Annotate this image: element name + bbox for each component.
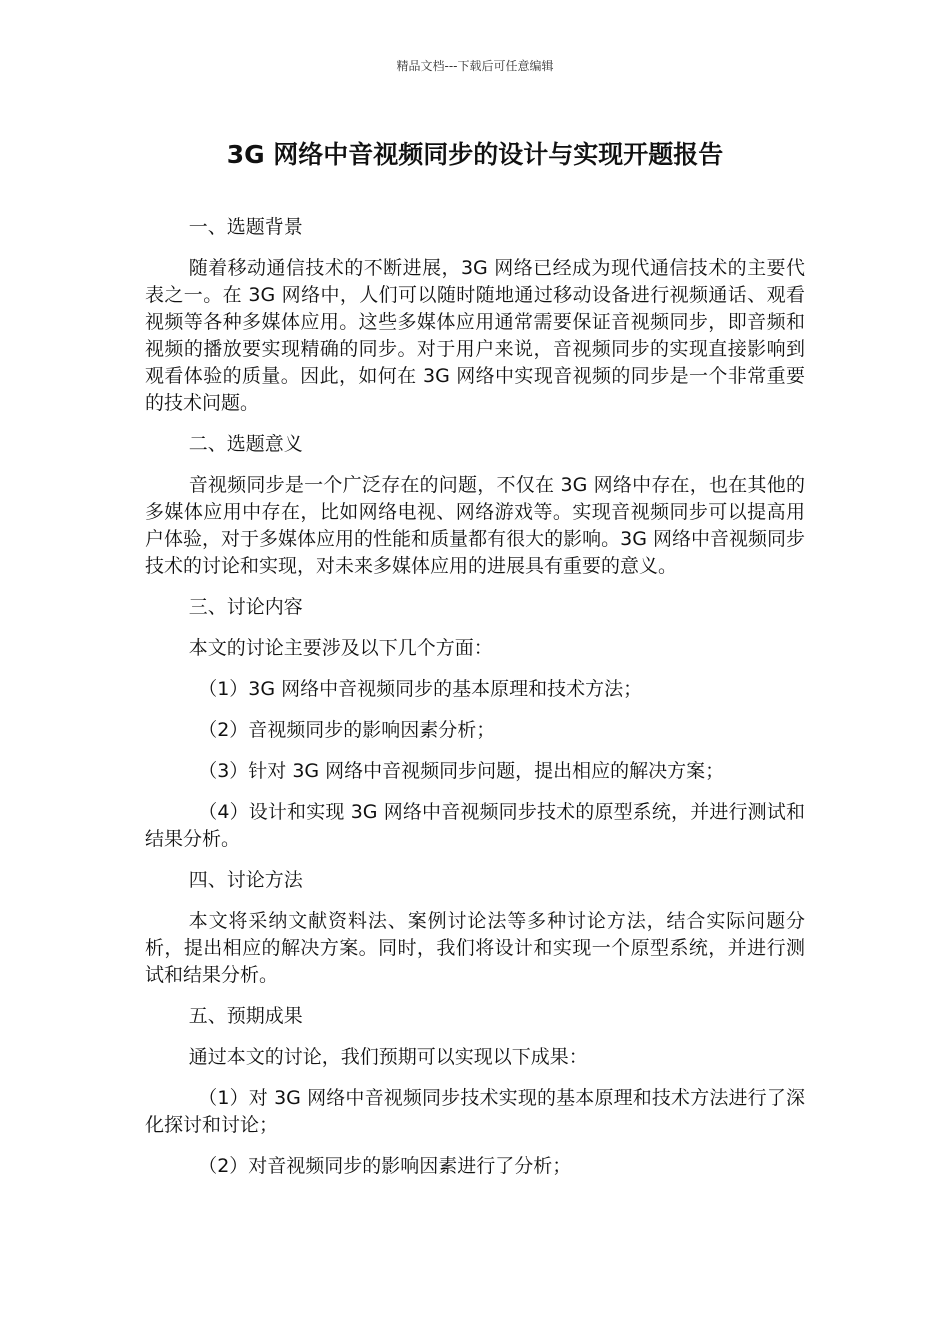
content-intro: 本文的讨论主要涉及以下几个方面： xyxy=(188,637,493,659)
results-item-2: （2）对音视频同步的影响因素进行了分析； xyxy=(198,1155,572,1177)
paragraph-significance: 音视频同步是一个广泛存在的问题，不仅在 3G 网络中存在，也在其他的多媒体应用中存在，比如网络电视、网络游戏等。实现音视频同步可以提高用户体验，对于多媒体应用的性能和质量都有很大的影响。3G 网络中音视频同步技术的讨论和实现，对未来多媒体应用的进展具有重要的意义。 xyxy=(145,474,805,577)
section-heading-background: 一、选题背景 xyxy=(188,216,303,238)
document-title: 3G 网络中音视频同步的设计与实现开题报告 xyxy=(226,140,724,169)
paragraph-background: 随着移动通信技术的不断进展，3G 网络已经成为现代通信技术的主要代表之一。在 3G 网络中，人们可以随时随地通过移动设备进行视频通话、观看视频等各种多媒体应用。这些多媒体应用通常需要保证音视频同步，即音频和视频的播放要实现精确的同步。对于用户来说，音视频同步的实现直接影响到观看体验的质量。因此，如何在 3G 网络中实现音视频的同步是一个非常重要的技术问题。 xyxy=(145,257,805,414)
content-item-4: （4）设计和实现 3G 网络中音视频同步技术的原型系统，并进行测试和结果分析。 xyxy=(145,801,805,850)
paragraph-method: 本文将采纳文献资料法、案例讨论法等多种讨论方法，结合实际问题分析，提出相应的解决方案。同时，我们将设计和实现一个原型系统，并进行测试和结果分析。 xyxy=(145,910,805,986)
section-heading-results: 五、预期成果 xyxy=(188,1005,303,1027)
section-heading-content: 三、讨论内容 xyxy=(188,596,303,618)
content-item-1: （1）3G 网络中音视频同步的基本原理和技术方法； xyxy=(198,678,643,700)
results-item-1: （1）对 3G 网络中音视频同步技术实现的基本原理和技术方法进行了深化探讨和讨论； xyxy=(145,1087,805,1136)
content-item-3: （3）针对 3G 网络中音视频同步问题，提出相应的解决方案； xyxy=(198,760,725,782)
section-heading-method: 四、讨论方法 xyxy=(188,869,303,891)
results-intro: 通过本文的讨论，我们预期可以实现以下成果： xyxy=(188,1046,588,1068)
content-item-2: （2）音视频同步的影响因素分析； xyxy=(198,719,496,741)
header-note: 精品文档---下载后可任意编辑 xyxy=(396,59,554,73)
section-heading-significance: 二、选题意义 xyxy=(188,433,303,455)
document-body xyxy=(145,214,805,1194)
